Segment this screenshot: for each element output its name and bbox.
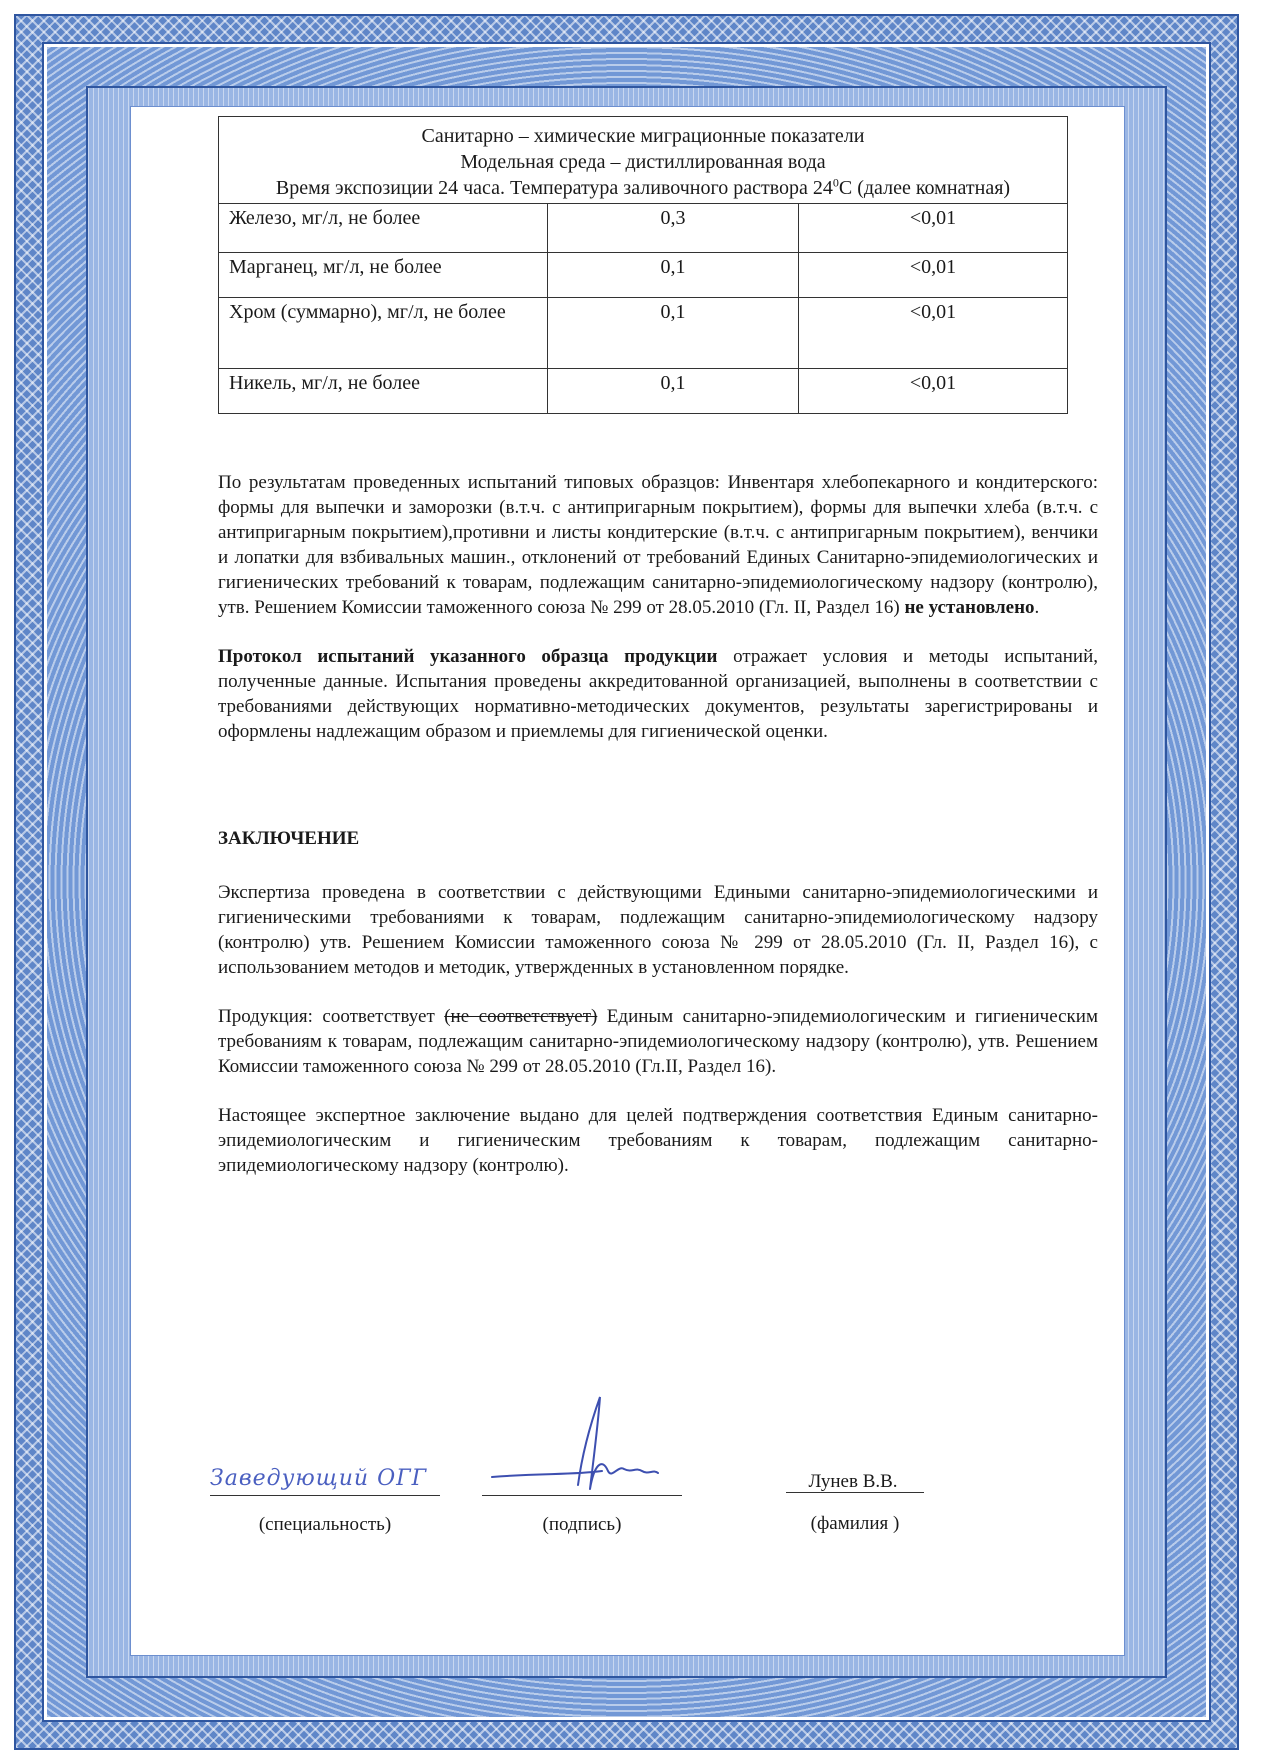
table-header-row (219, 117, 1068, 204)
conclusion-title: ЗАКЛЮЧЕНИЕ (218, 828, 360, 849)
table-cell-norm: 0,1 (548, 253, 799, 298)
table-cell-name: Никель, мг/л, не более (219, 369, 548, 414)
table-cell-result: <0,01 (799, 204, 1068, 253)
purpose-paragraph: Настоящее экспертное заключение выдано для целей подтверждения соответствия Единым санитарно-эпидемиологическим и гигиеническим требованиям к товарам, подлежащим санитарно-эпидемиологическому надзору (контролю). (218, 1105, 1098, 1176)
table-header-line3: Время экспозиции 24 часа. Температура заливочного раствора $24^0С$ (далее комнатная) (275, 175, 1011, 199)
table-cell-name: Железо, мг/л, не более (219, 204, 548, 253)
name-field (750, 1455, 960, 1535)
table-header-line1: Санитарно – химические миграционные показатели (421, 125, 865, 147)
results-paragraph: По результатам проведенных испытаний типовых образцов: Инвентаря хлебопекарного и кондитерского: формы для выпечки и заморозки (в.т.ч. с антипригарным покрытием), формы для выпечки хлеба (в.т.ч. с антипригарным покрытием),противни и листы кондитерские (в.т.ч. с антипригарным покрытием), венчики и лопатки для взбивальных машин., отклонений от требований Единых Санитарно-эпидемиологических и гигиенических требований к товарам, подлежащим санитарно-эпидемиологическому надзору (контролю), утв. Решением Комиссии таможенного союза № 299 от 28.05.2010 (Гл. II, Раздел 16) не установлено. (218, 472, 1098, 618)
table-cell-result: <0,01 (799, 253, 1068, 298)
table-row (219, 253, 1068, 298)
specialty-field (210, 1455, 440, 1536)
table-row (219, 369, 1068, 414)
document-content (218, 116, 1098, 1178)
table-cell-name: Марганец, мг/л, не более (219, 253, 548, 298)
table-row (219, 204, 1068, 253)
table-cell-norm: 0,1 (548, 369, 799, 414)
migration-table (218, 116, 1068, 414)
table-header (219, 117, 1068, 204)
table-header-line2: Модельная среда – дистиллированная вода (460, 151, 826, 173)
table-cell-norm: 0,1 (548, 298, 799, 369)
table-cell-norm: 0,3 (548, 204, 799, 253)
table-cell-result: <0,01 (799, 298, 1068, 369)
signature-caption: (подпись) (542, 1514, 622, 1535)
specialty-caption: (специальность) (258, 1514, 392, 1535)
signature-field (482, 1455, 682, 1536)
specialty-handwritten: Заведующий ОГГ (210, 1466, 428, 1491)
product-compliance-paragraph: Продукция: соответствует (не соответствует) Единым санитарно-эпидемиологическим и гигиеническим требованиям к товарам, подлежащим санитарно-эпидемиологическому надзору (контролю), утв. Решением Комиссии таможенного союза № 299 от 28.05.2010 (Гл.II, Раздел 16). (218, 1006, 1098, 1077)
signature-scribble (482, 1385, 682, 1495)
table-cell-name: Хром (суммарно), мг/л, не более (219, 298, 548, 369)
table-cell-result: <0,01 (799, 369, 1068, 414)
name-caption: (фамилия ) (810, 1513, 900, 1534)
table-row (219, 298, 1068, 369)
expertise-paragraph: Экспертиза проведена в соответствии с действующими Едиными санитарно-эпидемиологическими и гигиеническими требованиями к товарам, подлежащим санитарно-эпидемиологическому надзору (контролю) утв. Решением Комиссии таможенного союза № 299 от 28.05.2010 (Гл. II, Раздел 16), с использованием методов и методик, утвержденных в установленном порядке. (218, 882, 1098, 978)
signature-block (210, 1455, 970, 1565)
signer-name: Лунев В.В. (786, 1471, 923, 1493)
protocol-paragraph: Протокол испытаний указанного образца продукции отражает условия и методы испытаний, полученные данные. Испытания проведены аккредитованной организацией, выполнены в соответствии с требованиями действующих нормативно-методических документов, результаты зарегистрированы и оформлены надлежащим образом и приемлемы для гигиенической оценки. (218, 646, 1098, 742)
